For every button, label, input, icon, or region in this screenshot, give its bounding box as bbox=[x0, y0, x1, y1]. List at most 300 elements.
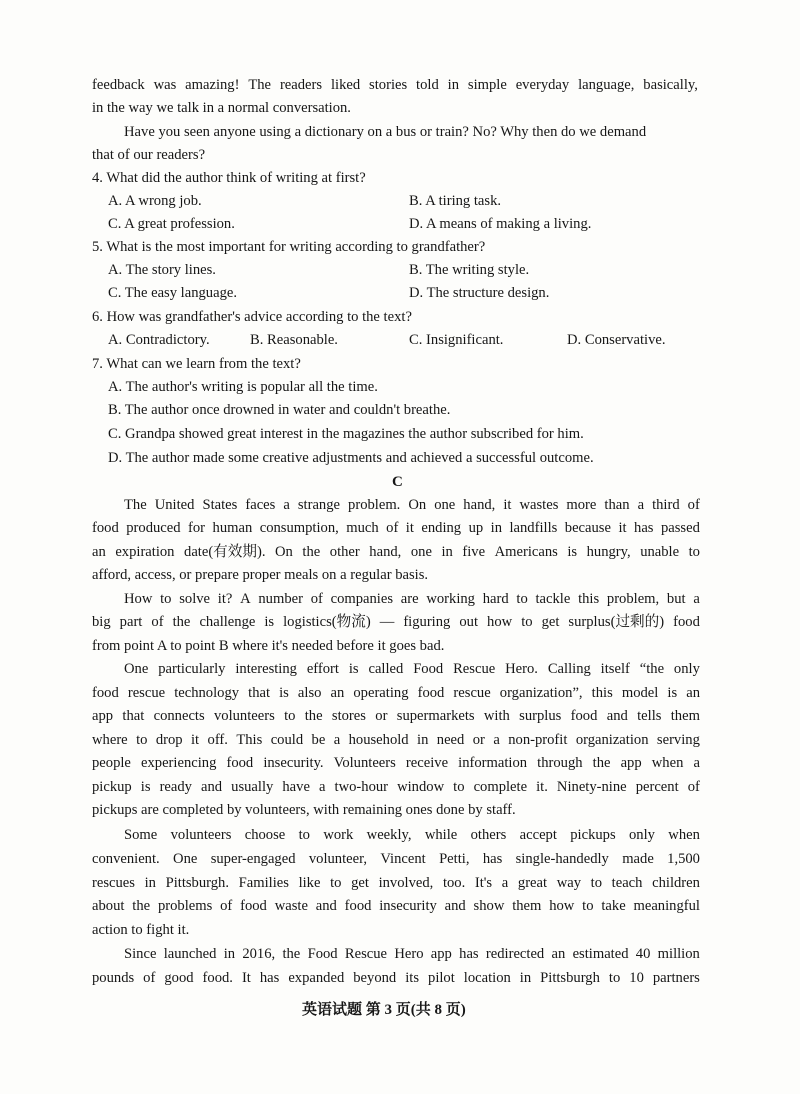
word: two-hour bbox=[334, 779, 389, 795]
word: household bbox=[348, 732, 409, 748]
word: It bbox=[241, 970, 251, 986]
word: a bbox=[493, 732, 500, 748]
word: landfills bbox=[509, 520, 558, 536]
word: a bbox=[501, 875, 509, 891]
question-stem: 6. How was grandfather's advice according to the text? bbox=[92, 309, 412, 325]
word: food bbox=[417, 685, 445, 701]
word: a bbox=[693, 591, 700, 607]
word: produced bbox=[126, 520, 181, 536]
word: has bbox=[482, 851, 503, 867]
word: it bbox=[618, 520, 627, 536]
word: feedback bbox=[92, 77, 145, 93]
word: usually bbox=[231, 779, 274, 795]
word: waste bbox=[274, 898, 308, 914]
word: called bbox=[368, 661, 404, 677]
word: amazing! bbox=[185, 77, 240, 93]
text-line bbox=[92, 706, 700, 726]
word: are bbox=[400, 591, 419, 607]
word: of bbox=[687, 779, 700, 795]
section-heading: C bbox=[392, 474, 403, 490]
word: has bbox=[259, 970, 280, 986]
question-stem: 7. What can we learn from the text? bbox=[92, 356, 301, 372]
word: percent bbox=[635, 779, 679, 795]
word: could bbox=[270, 732, 304, 748]
word: wastes bbox=[519, 497, 559, 513]
word: Volunteers bbox=[333, 755, 396, 771]
text-line bbox=[92, 518, 700, 538]
word: strange bbox=[297, 497, 341, 513]
word: in bbox=[441, 544, 453, 560]
text-line: Have you seen anyone using a dictionary on a bus or train? No? Why then do we demand bbox=[124, 124, 647, 140]
word: On bbox=[408, 497, 427, 513]
word: stories bbox=[369, 77, 408, 93]
word: — bbox=[379, 614, 395, 630]
option-d: D. The author made some creative adjustments and achieved a successful outcome. bbox=[108, 450, 594, 466]
word: simple bbox=[467, 77, 507, 93]
word: it bbox=[503, 497, 512, 513]
word: one bbox=[434, 497, 456, 513]
word: readers bbox=[279, 77, 323, 93]
word: ready bbox=[159, 779, 192, 795]
word: of bbox=[143, 970, 156, 986]
text-line bbox=[92, 873, 700, 893]
word: when bbox=[651, 755, 684, 771]
word: others bbox=[470, 827, 507, 843]
option-a: A. The story lines. bbox=[108, 262, 216, 278]
word: faces bbox=[245, 497, 276, 513]
word: food bbox=[570, 708, 598, 724]
option-d: D. The structure design. bbox=[409, 285, 550, 301]
text-line: pickups are completed by volunteers, with remaining ones done by staff. bbox=[92, 802, 516, 818]
word: insecurity. bbox=[263, 755, 324, 771]
text-line bbox=[92, 896, 700, 916]
word: information bbox=[458, 755, 528, 771]
word: pilot bbox=[428, 970, 455, 986]
word: solve bbox=[179, 591, 211, 607]
word: how bbox=[549, 898, 575, 914]
word: window bbox=[397, 779, 445, 795]
option-b: B. A tiring task. bbox=[409, 193, 502, 209]
word: made bbox=[622, 851, 654, 867]
word: app bbox=[620, 755, 642, 771]
word: in bbox=[223, 946, 236, 962]
text-line bbox=[92, 75, 698, 95]
word: Ninety-nine bbox=[556, 779, 627, 795]
word: Food bbox=[307, 946, 338, 962]
word: Food bbox=[413, 661, 444, 677]
word: of bbox=[687, 497, 700, 513]
word: beyond bbox=[353, 970, 397, 986]
word: to bbox=[608, 970, 621, 986]
word: A bbox=[240, 591, 251, 607]
option-c: C. The easy language. bbox=[108, 285, 238, 301]
word: for bbox=[188, 520, 206, 536]
word: problem, bbox=[606, 591, 660, 607]
word: super-engaged bbox=[210, 851, 296, 867]
word: where bbox=[92, 732, 128, 748]
word: only bbox=[629, 827, 655, 843]
word: Vincent bbox=[380, 851, 426, 867]
word: liked bbox=[330, 77, 361, 93]
option-c: C. A great profession. bbox=[108, 216, 235, 232]
option-a: A. The author's writing is popular all the time. bbox=[108, 379, 378, 395]
option-b: B. The writing style. bbox=[409, 262, 530, 278]
text-line bbox=[92, 683, 700, 703]
word: food bbox=[226, 755, 254, 771]
word: food bbox=[673, 614, 700, 630]
word: challenge bbox=[199, 614, 256, 630]
text-line: afford, access, or prepare proper meals on a regular basis. bbox=[92, 567, 429, 583]
word: unable bbox=[640, 544, 680, 560]
word: date(有效期). bbox=[184, 544, 266, 560]
word: food bbox=[92, 685, 119, 701]
word: in bbox=[417, 732, 429, 748]
word: weekly, bbox=[366, 827, 412, 843]
word: get bbox=[351, 875, 369, 891]
question-stem: 5. What is the most important for writing according to grandfather? bbox=[92, 239, 486, 255]
word: to bbox=[298, 827, 310, 843]
word: 40 bbox=[635, 946, 651, 962]
word: get bbox=[541, 614, 560, 630]
word: is bbox=[567, 544, 578, 560]
word: Hero bbox=[394, 946, 424, 962]
option-d: D. Conservative. bbox=[567, 332, 666, 348]
word: how bbox=[487, 614, 513, 630]
word: to bbox=[284, 708, 296, 724]
word: the bbox=[172, 614, 191, 630]
word: hard bbox=[482, 591, 509, 607]
word: the bbox=[592, 755, 611, 771]
text-line: action to fight it. bbox=[92, 922, 190, 938]
word: problem. bbox=[348, 497, 401, 513]
text-line bbox=[92, 849, 700, 869]
word: redirected bbox=[485, 946, 545, 962]
word: it bbox=[405, 520, 414, 536]
word: 2016, bbox=[242, 946, 276, 962]
word: it? bbox=[217, 591, 233, 607]
text-line: in the way we talk in a normal conversation. bbox=[92, 100, 351, 116]
word: was bbox=[153, 77, 177, 93]
word: States bbox=[202, 497, 238, 513]
word: of bbox=[310, 591, 323, 607]
word: to bbox=[521, 614, 533, 630]
text-line bbox=[92, 612, 700, 632]
word: volunteer, bbox=[308, 851, 368, 867]
word: children bbox=[652, 875, 700, 891]
word: Rescue bbox=[344, 946, 388, 962]
word: Since bbox=[124, 946, 157, 962]
word: food bbox=[240, 898, 267, 914]
word: be bbox=[311, 732, 326, 748]
word: Rescue bbox=[453, 661, 496, 677]
word: the bbox=[302, 544, 321, 560]
word: ending bbox=[421, 520, 462, 536]
word: How bbox=[124, 591, 153, 607]
word: 1,500 bbox=[667, 851, 700, 867]
word: that bbox=[248, 685, 271, 701]
word: to bbox=[136, 732, 148, 748]
word: On bbox=[275, 544, 293, 560]
word: and bbox=[444, 898, 466, 914]
word: people bbox=[92, 755, 131, 771]
word: effort bbox=[306, 661, 339, 677]
word: Pittsburgh bbox=[540, 970, 600, 986]
word: basically, bbox=[643, 77, 698, 93]
word: out bbox=[459, 614, 479, 630]
word: off. bbox=[207, 732, 228, 748]
text-line bbox=[92, 777, 700, 797]
word: convenient. bbox=[92, 851, 160, 867]
word: Petti, bbox=[439, 851, 470, 867]
text-line: that of our readers? bbox=[92, 147, 206, 163]
word: or bbox=[472, 732, 485, 748]
word: number bbox=[258, 591, 303, 607]
page-footer: 英语试题 第 3 页(共 8 页) bbox=[302, 1002, 466, 1018]
word: connects bbox=[153, 708, 205, 724]
word: an bbox=[551, 946, 566, 962]
word: app bbox=[430, 946, 452, 962]
word: organization”, bbox=[499, 685, 583, 701]
word: Pittsburgh. bbox=[165, 875, 229, 891]
word: one bbox=[410, 544, 432, 560]
word: consumption, bbox=[259, 520, 339, 536]
word: with bbox=[483, 708, 510, 724]
text-line bbox=[92, 753, 700, 773]
word: it bbox=[191, 732, 200, 748]
word: but bbox=[666, 591, 686, 607]
word: them bbox=[512, 898, 542, 914]
word: need bbox=[436, 732, 465, 748]
word: stores bbox=[331, 708, 366, 724]
word: meaningful bbox=[633, 898, 700, 914]
word: when bbox=[668, 827, 700, 843]
word: an bbox=[686, 685, 700, 701]
word: through bbox=[537, 755, 583, 771]
word: has bbox=[634, 520, 654, 536]
word: only bbox=[673, 661, 700, 677]
word: great bbox=[517, 875, 548, 891]
word: a bbox=[318, 779, 326, 795]
word: have bbox=[282, 779, 310, 795]
word: the bbox=[282, 946, 301, 962]
word: One bbox=[173, 851, 198, 867]
word: tackle bbox=[535, 591, 571, 607]
word: non-profit bbox=[508, 732, 568, 748]
word: The bbox=[124, 497, 147, 513]
word: organization bbox=[575, 732, 649, 748]
word: launched bbox=[163, 946, 217, 962]
word: expiration bbox=[115, 544, 175, 560]
word: insecurity bbox=[379, 898, 437, 914]
word: and bbox=[201, 779, 223, 795]
option-c: C. Grandpa showed great interest in the magazines the author subscribed for him. bbox=[108, 426, 584, 442]
word: everyday bbox=[515, 77, 570, 93]
word: than bbox=[604, 497, 630, 513]
word: app bbox=[92, 708, 114, 724]
word: particularly bbox=[158, 661, 226, 677]
word: One bbox=[124, 661, 149, 677]
word: pounds bbox=[92, 970, 135, 986]
option-d: D. A means of making a living. bbox=[409, 216, 592, 232]
word: show bbox=[473, 898, 505, 914]
word: It's bbox=[474, 875, 493, 891]
option-b: B. The author once drowned in water and couldn't breathe. bbox=[108, 402, 451, 418]
word: working bbox=[426, 591, 475, 607]
word: up bbox=[468, 520, 484, 536]
word: in bbox=[144, 875, 156, 891]
word: them bbox=[670, 708, 700, 724]
text-line bbox=[124, 589, 700, 609]
word: a bbox=[333, 732, 341, 748]
word: much bbox=[346, 520, 379, 536]
word: This bbox=[236, 732, 263, 748]
word: involved, bbox=[378, 875, 434, 891]
word: is bbox=[140, 779, 151, 795]
option-a: A. Contradictory. bbox=[108, 332, 210, 348]
word: expanded bbox=[288, 970, 345, 986]
word: like bbox=[298, 875, 321, 891]
word: third bbox=[652, 497, 680, 513]
word: to bbox=[330, 875, 342, 891]
word: a bbox=[637, 497, 645, 513]
word: of bbox=[386, 520, 399, 536]
word: receive bbox=[405, 755, 449, 771]
text-line bbox=[124, 825, 700, 845]
word: in bbox=[490, 520, 502, 536]
word: single-handedly bbox=[515, 851, 609, 867]
word: drop bbox=[155, 732, 183, 748]
word: problems bbox=[157, 898, 213, 914]
word: is bbox=[264, 614, 275, 630]
word: Calling bbox=[547, 661, 591, 677]
text-line: from point A to point B where it's needed before it goes bad. bbox=[92, 638, 445, 654]
text-line bbox=[124, 495, 700, 515]
word: about bbox=[92, 898, 125, 914]
word: or bbox=[375, 708, 388, 724]
word: to bbox=[160, 591, 172, 607]
word: this bbox=[578, 591, 600, 607]
word: teach bbox=[611, 875, 643, 891]
word: is bbox=[279, 685, 289, 701]
word: to bbox=[582, 898, 594, 914]
word: human bbox=[212, 520, 253, 536]
word: experiencing bbox=[141, 755, 217, 771]
word: a bbox=[693, 755, 700, 771]
word: Hero. bbox=[505, 661, 538, 677]
text-line bbox=[92, 730, 700, 750]
option-c: C. Insignificant. bbox=[409, 332, 504, 348]
word: Families bbox=[238, 875, 289, 891]
word: accept bbox=[519, 827, 557, 843]
word: told bbox=[416, 77, 439, 93]
word: Americans bbox=[494, 544, 558, 560]
word: 10 bbox=[629, 970, 644, 986]
word: way bbox=[556, 875, 582, 891]
word: the bbox=[304, 708, 323, 724]
word: million bbox=[657, 946, 700, 962]
word: has bbox=[459, 946, 479, 962]
word: technology bbox=[174, 685, 240, 701]
word: good bbox=[164, 970, 194, 986]
word: because bbox=[564, 520, 611, 536]
word: this bbox=[591, 685, 613, 701]
word: while bbox=[424, 827, 458, 843]
word: volunteers bbox=[170, 827, 232, 843]
word: United bbox=[154, 497, 195, 513]
word: complete bbox=[473, 779, 528, 795]
word: in bbox=[519, 970, 532, 986]
option-a: A. A wrong job. bbox=[108, 193, 202, 209]
word: food bbox=[92, 520, 119, 536]
word: itself bbox=[600, 661, 630, 677]
word: tells bbox=[637, 708, 662, 724]
word: the bbox=[132, 898, 151, 914]
text-line bbox=[124, 944, 700, 964]
word: other bbox=[329, 544, 360, 560]
text-line bbox=[124, 659, 700, 679]
word: food bbox=[344, 898, 372, 914]
word: to bbox=[516, 591, 528, 607]
word: to bbox=[453, 779, 465, 795]
option-b: B. Reasonable. bbox=[250, 332, 338, 348]
word: rescue bbox=[453, 685, 491, 701]
word: logistics(物流) bbox=[283, 614, 371, 630]
word: take bbox=[601, 898, 626, 914]
text-line bbox=[92, 542, 700, 562]
word: too. bbox=[442, 875, 466, 891]
word: food. bbox=[202, 970, 233, 986]
word: supermarkets bbox=[396, 708, 475, 724]
word: in bbox=[447, 77, 459, 93]
word: hand, bbox=[463, 497, 496, 513]
text-line bbox=[92, 968, 700, 988]
word: interesting bbox=[235, 661, 297, 677]
word: to bbox=[590, 875, 603, 891]
word: of bbox=[151, 614, 164, 630]
word: The bbox=[248, 77, 272, 93]
word: estimated bbox=[572, 946, 629, 962]
word: pickups bbox=[570, 827, 616, 843]
word: operating bbox=[353, 685, 409, 701]
word: it. bbox=[536, 779, 548, 795]
word: that bbox=[122, 708, 145, 724]
word: pickup bbox=[92, 779, 132, 795]
word: choose bbox=[244, 827, 286, 843]
word: is bbox=[667, 685, 678, 701]
word: its bbox=[405, 970, 420, 986]
word: an bbox=[92, 544, 106, 560]
word: companies bbox=[330, 591, 394, 607]
word: Some bbox=[124, 827, 158, 843]
word: surplus bbox=[519, 708, 562, 724]
word: hand, bbox=[369, 544, 402, 560]
word: hungry, bbox=[586, 544, 631, 560]
word: location bbox=[463, 970, 511, 986]
word: big bbox=[92, 614, 111, 630]
word: serving bbox=[656, 732, 700, 748]
word: a bbox=[283, 497, 290, 513]
word: and bbox=[315, 898, 337, 914]
word: is bbox=[348, 661, 359, 677]
word: and bbox=[606, 708, 628, 724]
word: more bbox=[566, 497, 597, 513]
word: surplus(过剩的) bbox=[568, 614, 665, 630]
word: an bbox=[330, 685, 345, 701]
word: partners bbox=[652, 970, 700, 986]
word: passed bbox=[660, 520, 700, 536]
word: part bbox=[119, 614, 143, 630]
word: language, bbox=[578, 77, 635, 93]
